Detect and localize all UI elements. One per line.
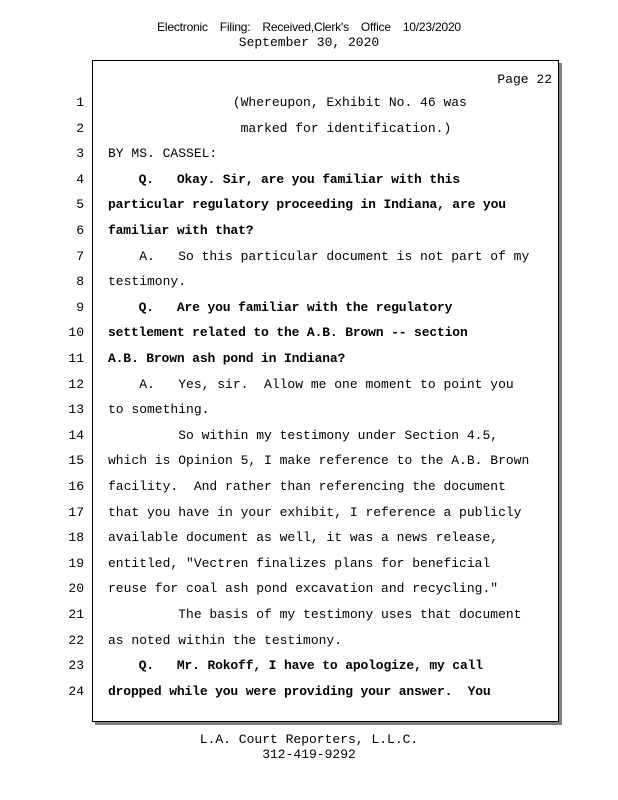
line-number: 16 <box>68 479 84 494</box>
line-text: particular regulatory proceeding in Indiana, are you <box>108 197 506 213</box>
transcript-line <box>0 195 618 215</box>
transcript-line <box>0 144 618 164</box>
line-text: to something. <box>108 402 210 418</box>
transcript-line <box>0 119 618 139</box>
transcript-line <box>0 272 618 292</box>
line-text: which is Opinion 5, I make reference to the A.B. Brown <box>108 453 530 469</box>
footer-company: L.A. Court Reporters, L.L.C. <box>199 732 419 747</box>
transcript-line <box>0 528 618 548</box>
line-number: 18 <box>68 530 84 546</box>
line-text: facility. And rather than referencing the document <box>108 479 506 494</box>
line-number: 8 <box>76 274 84 290</box>
line-number: 4 <box>76 171 84 187</box>
line-text: BY MS. CASSEL: <box>108 146 218 162</box>
filing-label: Filing: <box>219 20 251 34</box>
transcript-line <box>0 426 618 446</box>
transcript-line <box>0 477 618 497</box>
line-text: that you have in your exhibit, I reference a publicly <box>108 504 522 520</box>
line-text: settlement related to the A.B. Brown -- section <box>108 325 468 341</box>
line-number: 7 <box>76 248 84 264</box>
line-number: 23 <box>68 658 84 674</box>
line-number: 17 <box>68 504 84 520</box>
deposition-date: September 30, 2020 <box>238 35 380 50</box>
transcript-line <box>0 503 618 523</box>
transcript-line <box>0 579 618 599</box>
transcript-line <box>0 93 618 113</box>
line-number: 15 <box>68 453 84 469</box>
line-number: 2 <box>76 120 84 136</box>
line-number: 20 <box>68 581 84 597</box>
filing-header <box>0 20 618 34</box>
transcript-line <box>0 451 618 471</box>
line-number: 12 <box>68 376 84 392</box>
transcript-line <box>0 323 618 343</box>
line-text: Q. Mr. Rokoff, I have to apologize, my call <box>108 658 483 674</box>
line-text: testimony. <box>108 274 187 290</box>
filing-received: Received,Clerk's <box>262 20 349 34</box>
transcript-line <box>0 349 618 369</box>
line-number: 24 <box>68 683 84 699</box>
line-number: 10 <box>68 325 84 341</box>
line-text: entitled, "Vectren finalizes plans for beneficial <box>108 555 491 571</box>
line-text: marked for identification.) <box>108 120 452 136</box>
line-number: 13 <box>68 402 84 418</box>
transcript-line <box>0 400 618 420</box>
transcript-line <box>0 656 618 676</box>
line-text: A. So this particular document is not part of my <box>108 248 530 264</box>
transcript-line <box>0 605 618 625</box>
line-text: A. Yes, sir. Allow me one moment to point you <box>108 376 514 392</box>
line-number: 21 <box>68 607 84 622</box>
footer-phone: 312-419-9292 <box>262 747 356 762</box>
page-number: Page 22 <box>497 72 552 87</box>
transcript-line <box>0 554 618 574</box>
line-text: dropped while you were providing your answer. You <box>108 683 491 699</box>
line-number: 22 <box>68 632 84 648</box>
transcript-line <box>0 221 618 241</box>
transcript-line <box>0 247 618 267</box>
line-number: 9 <box>76 299 84 315</box>
line-number: 6 <box>76 223 84 238</box>
line-number: 11 <box>68 351 84 366</box>
line-text: reuse for coal ash pond excavation and recycling." <box>108 581 499 597</box>
line-number: 3 <box>76 146 84 162</box>
line-text: A.B. Brown ash pond in Indiana? <box>108 351 346 366</box>
transcript-line <box>0 631 618 651</box>
line-text: available document as well, it was a news release, <box>108 530 499 546</box>
filing-electronic: Electronic <box>157 20 208 34</box>
filing-date: 10/23/2020 <box>402 20 461 34</box>
line-text: So within my testimony under Section 4.5, <box>108 427 499 443</box>
filing-office: Office <box>360 20 391 34</box>
line-number: 5 <box>76 197 84 213</box>
line-number: 14 <box>68 427 84 443</box>
transcript-line <box>0 682 618 702</box>
transcript-line <box>0 170 618 190</box>
line-text: familiar with that? <box>108 223 254 238</box>
line-text: as noted within the testimony. <box>108 632 343 648</box>
line-text: (Whereupon, Exhibit No. 46 was <box>108 95 467 110</box>
transcript-line <box>0 375 618 395</box>
line-text: Q. Okay. Sir, are you familiar with this <box>108 171 460 187</box>
line-number: 19 <box>68 555 84 571</box>
line-text: The basis of my testimony uses that document <box>108 607 522 622</box>
line-number: 1 <box>76 95 84 110</box>
transcript-line <box>0 298 618 318</box>
line-text: Q. Are you familiar with the regulatory <box>108 299 453 315</box>
